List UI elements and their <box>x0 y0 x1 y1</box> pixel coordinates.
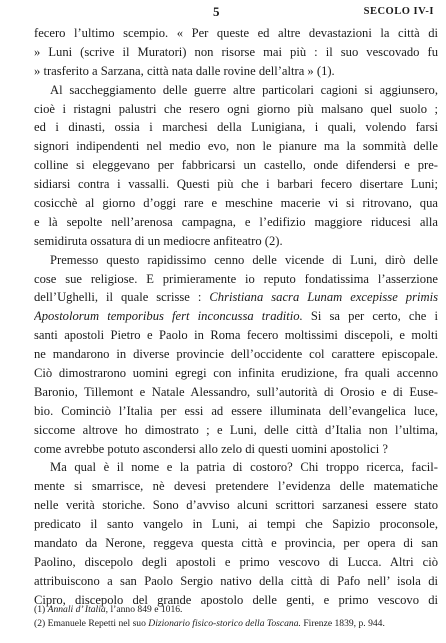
body-text <box>34 24 438 610</box>
text-line: sidiarsi contra i vassalli. Questi più che i barbari fecero disertare Luni; <box>34 177 438 192</box>
text-line: mente si smarrisce, nè devesi pretendere l’evidenza delle matematiche <box>34 479 438 494</box>
running-head: SECOLO IV-I <box>363 6 434 17</box>
text-line: predicato il santo vangelo in Luni, ai tempi che Sapizio proconsole, <box>34 517 438 532</box>
text-line: Paolino, discepolo degli apostoli e primo vescovo di Lucca. Altri ciò <box>34 554 438 569</box>
text-line: nelle verità storiche. Sono d’avviso alcuni scrittori sarzanesi essere stato <box>34 498 438 513</box>
text-line: » trasferito a Sarzana, città nata dalle rovine dell’altra » (1). <box>34 63 335 78</box>
footnote: (2) Emanuele Repetti nel suo Dizionario fisico-storico della Toscana. Firenze 1839, p. 944. <box>34 618 385 629</box>
text-line: colline si eleggevano per fabbricarsi un castello, onde difendersi e pre- <box>34 158 438 173</box>
text-line: bio. Cominciò l’Italia per essi ad essere illuminata dell’evangelica luce, <box>34 403 438 418</box>
text-line: Baronio, Tillemont e Natale Alessandro, sull’autorità di Orosio e di Euse- <box>34 384 438 399</box>
text-line: ne mandarono in diverse provincie dell’occidente col carattere episcopale. <box>34 347 438 362</box>
text-line: cose sue religiose. E primieramente io reputo fondatissima l’asserzione <box>34 271 438 286</box>
text-line: siccome altrove ho dimostrato ; e Luni, delle città d’Italia non l’ultima, <box>34 422 438 437</box>
text-line: fecero l’ultimo scempio. « Per queste ed altre devastazioni la città di <box>34 26 438 40</box>
text-line: Ma qual è il nome e la patria di costoro? Chi troppo ricerca, facil- <box>50 460 438 475</box>
text-line: semidiruta ossatura di un mediocre anfiteatro (2). <box>34 233 283 248</box>
text-line: santi apostoli Pietro e Paolo in Roma fecero moltissimi discepoli, e molti <box>34 328 438 343</box>
text-line: Apostolorum temporibus fert inconcussa traditio. Si sa per certo, che i <box>34 309 438 324</box>
text-line: Premesso questo rapidissimo cenno delle vicende di Luni, dirò delle <box>50 252 438 267</box>
text-line: cosicchè al giorno d’oggi rare e meschine macerie vi si ritrovano, qua <box>34 196 438 211</box>
text-line: Cipro, discepolo del grande apostolo delle genti, e primo vescovo di <box>34 592 438 607</box>
footnotes <box>34 603 438 631</box>
text-line: Al saccheggiamento delle guerre altre particolari cagioni si aggiunsero, <box>50 82 438 97</box>
text-line: e là sepolte nell’arenosa campagna, e l’edifizio maggiore riducesi alla <box>34 214 438 229</box>
text-line: ed i dinasti, ossia i marchesi della Lunigiana, i quali, volendo farsi <box>34 120 438 135</box>
text-line: cioè i ristagni palustri che resero ogni giorno più malsano quel suolo ; <box>34 101 438 116</box>
footnote: (1) Annali d’ Italia, l’anno 849 e 1016. <box>34 604 183 615</box>
text-line: attribuiscono a san Paolo Sergio nativo della città di Pafo nell’ isola di <box>34 573 438 588</box>
text-line: Ciò dimostrarono uomini egregi con infinita erudizione, fra quali accenno <box>34 366 438 381</box>
text-line: » Luni (scrive il Muratori) non risorse mai più : il suo vescovado fu <box>34 44 438 59</box>
text-line: mandato da Nerone, reggeva questa città e provincia, per opera di san <box>34 536 438 551</box>
text-line: dell’Ughelli, il quale scrisse : Christiana sacra Lunam excepisse primis <box>34 290 438 305</box>
text-line: signori indipendenti nel medio evo, non le pianure ma la sommità delle <box>34 139 438 154</box>
page-number: 5 <box>213 4 220 19</box>
text-line: come avrebbe potuto ascondersi allo zelo di questi uomini apostolici ? <box>34 441 388 456</box>
